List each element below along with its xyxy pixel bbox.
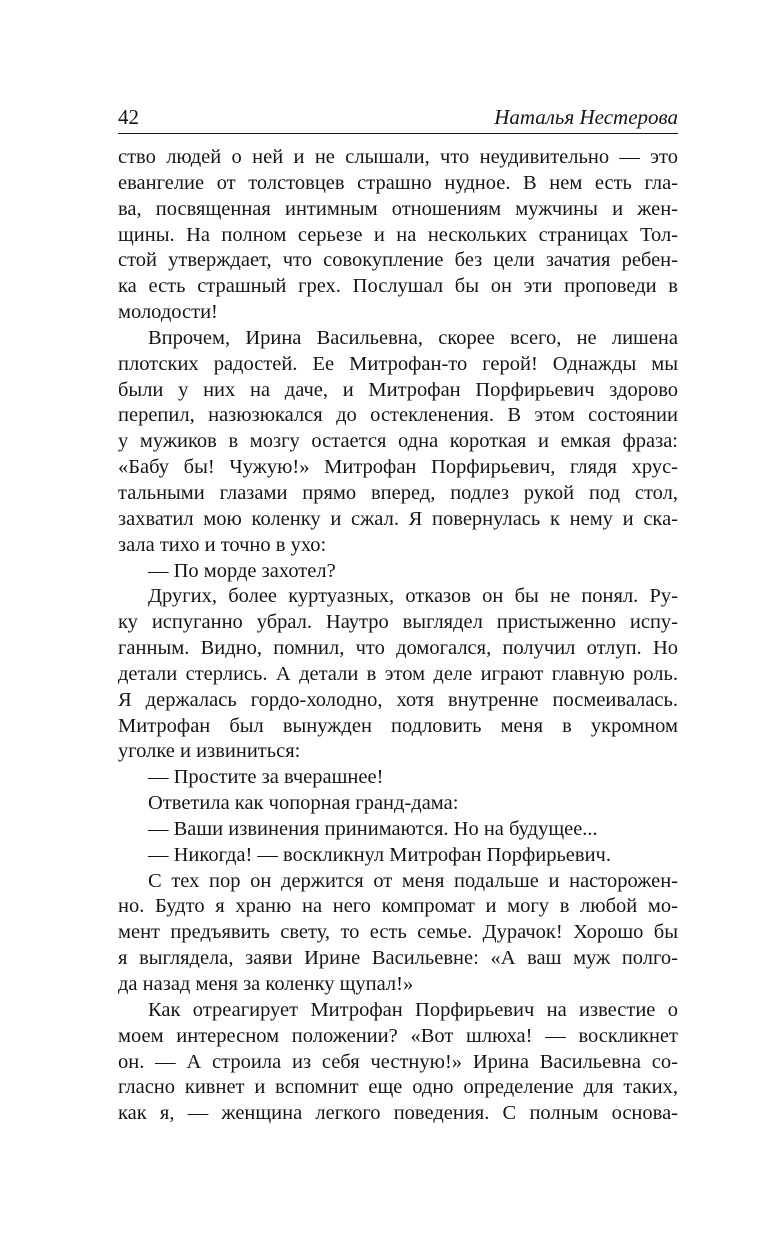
text-line: да назад меня за коленку щупал!» (118, 973, 414, 995)
text-line: уголке и извиниться: (118, 740, 301, 763)
text-line: — По морде захотел? (148, 559, 336, 582)
text-line: он. — А строила из себя честную!» Ирина Васильевна со- (118, 1050, 678, 1073)
text-line: гласно кивнет и вспомнит еще одно определение для таких, (118, 1076, 678, 1099)
text-line: евангелие от толстовцев страшно нудное. В нем есть гла- (118, 171, 678, 194)
text-line: я выглядела, заяви Ирине Васильевне: «А ваш муж полго- (118, 947, 678, 970)
body-text (118, 145, 678, 1127)
text-line: перепил, назюзюкался до остекленения. В этом состоянии (118, 404, 678, 427)
text-line: зала тихо и точно в ухо: (118, 533, 327, 556)
text-line: моем интересном положении? «Вот шлюха! — воскликнет (118, 1024, 678, 1047)
text-line: детали стерлись. А детали в этом деле играют главную роль. (118, 662, 678, 685)
text-line: ва, посвященная интимным отношениям мужчины и жен- (118, 197, 678, 220)
text-line: захватил мою коленку и сжал. Я повернулась к нему и ска- (118, 507, 678, 530)
text-line: ство людей о ней и не слышали, что неудивительно — это (118, 146, 678, 168)
text-line: стой утверждает, что совокупление без цели зачатия ребен- (118, 249, 678, 272)
running-head: Наталья Нестерова (494, 105, 678, 129)
text-line: ку испуганно убрал. Наутро выглядел пристыженно испу- (118, 611, 678, 634)
text-line: Я держалась гордо-холодно, хотя внутренне посмеивалась. (118, 688, 678, 711)
text-line: мент предъявить свету, то есть семье. Дурачок! Хорошо бы (118, 921, 678, 944)
text-line: Митрофан был вынужден подловить меня в укромном (118, 714, 678, 737)
text-line: «Бабу бы! Чужую!» Митрофан Порфирьевич, глядя хрус- (118, 456, 678, 479)
text-line: плотских радостей. Ее Митрофан-то герой! Однажды мы (118, 352, 678, 375)
text-line: — Никогда! — воскликнул Митрофан Порфирьевич. (148, 843, 611, 866)
text-line: ка есть страшный грех. Послушал бы он эти проповеди в (118, 275, 678, 298)
text-line: но. Будто я храню на него компромат и могу в любой мо- (118, 895, 678, 918)
text-line: Как отреагирует Митрофан Порфирьевич на известие о (148, 998, 678, 1021)
text-line: щины. На полном серьезе и на нескольких страницах Тол- (118, 223, 678, 246)
text-line: Ответила как чопорная гранд-дама: (148, 792, 459, 815)
header-rule (118, 133, 678, 134)
text-line: — Простите за вчерашнее! (148, 766, 384, 789)
text-line: у мужиков в мозгу остается одна короткая и емкая фраза: (118, 430, 678, 453)
text-line: как я, — женщина легкого поведения. С полным основа- (118, 1102, 678, 1125)
text-line: были у них на даче, и Митрофан Порфирьевич здорово (118, 378, 678, 401)
page-header (118, 102, 678, 132)
text-line: тальными глазами прямо вперед, подлез рукой под стол, (118, 481, 678, 504)
text-line: молодости! (118, 301, 218, 324)
page-number: 42 (118, 105, 139, 129)
text-line: ганным. Видно, помнил, что домогался, получил отлуп. Но (118, 637, 678, 660)
text-line: С тех пор он держится от меня подальше и насторожен- (148, 869, 678, 892)
text-line: Впрочем, Ирина Васильевна, скорее всего, не лишена (148, 326, 678, 349)
text-line: — Ваши извинения принимаются. Но на будущее... (148, 817, 598, 840)
text-line: Других, более куртуазных, отказов он бы не понял. Ру- (148, 585, 678, 608)
